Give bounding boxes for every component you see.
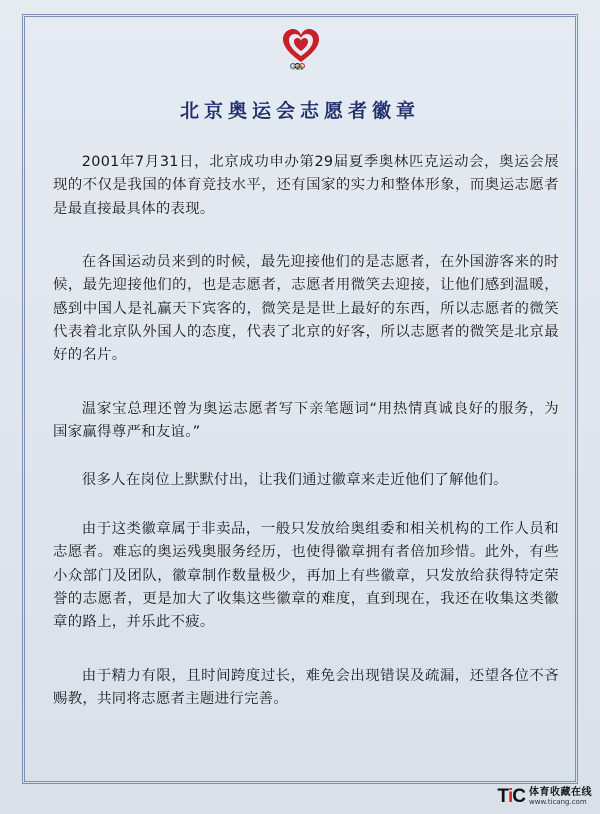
logo-letter-c: C xyxy=(512,786,525,807)
logo-letter-i: i xyxy=(507,786,513,807)
paragraph-1: 2001年7月31日，北京成功申办第29届夏季奥林匹克运动会，奥运会展现的不仅是我国的体育竞技水平，还有国家的实力和整体形象，而奥运志愿者是最直接最具体的表现。 xyxy=(53,154,559,217)
watermark-site-name: 体育收藏在线 xyxy=(529,787,592,798)
ticang-logo xyxy=(497,786,525,808)
volunteer-heart-emblem-icon xyxy=(280,26,322,70)
logo-letter-t: T xyxy=(497,786,508,807)
paragraph-5: 由于这类徽章属于非卖品，一般只发放给奥组委和相关机构的工作人员和志愿者。难忘的奥运残奥服务经历，也使得徽章拥有者倍加珍惜。此外，有些小众部门及团队，徽章制作数量极少，再加上有些徽章，只发放给获得特定荣誉的志愿者，更是加大了收集这些徽章的难度，直到现在，我还在收集这类徽章的路上，并乐此不疲。 xyxy=(53,521,559,631)
paragraph-2: 在各国运动员来到的时候，最先迎接他们的是志愿者，在外国游客来的时候，最先迎接他们的，也是志愿者，志愿者用微笑去迎接，让他们感到温暖，感到中国人是礼赢天下宾客的，微笑是是世上最好的东西，所以志愿者的微笑代表着北京队外国人的态度，代表了北京的好客，所以志愿者的微笑是北京最好的名片。 xyxy=(53,254,559,364)
paragraph-6: 由于精力有限，且时间跨度过长，难免会出现错误及疏漏，还望各位不吝赐教，共同将志愿者主题进行完善。 xyxy=(53,668,559,708)
watermark-text xyxy=(529,788,592,806)
site-watermark xyxy=(497,786,592,808)
paragraph-3: 温家宝总理还曾为奥运志愿者写下亲笔题词“用热情真诚良好的服务，为国家赢得尊严和友谊。” xyxy=(53,401,559,441)
document-title: 北京奥运会志愿者徽章 xyxy=(179,100,420,122)
paragraph-4: 很多人在岗位上默默付出，让我们通过徽章来走近他们了解他们。 xyxy=(81,472,508,488)
watermark-url: www.ticang.com xyxy=(529,798,587,806)
